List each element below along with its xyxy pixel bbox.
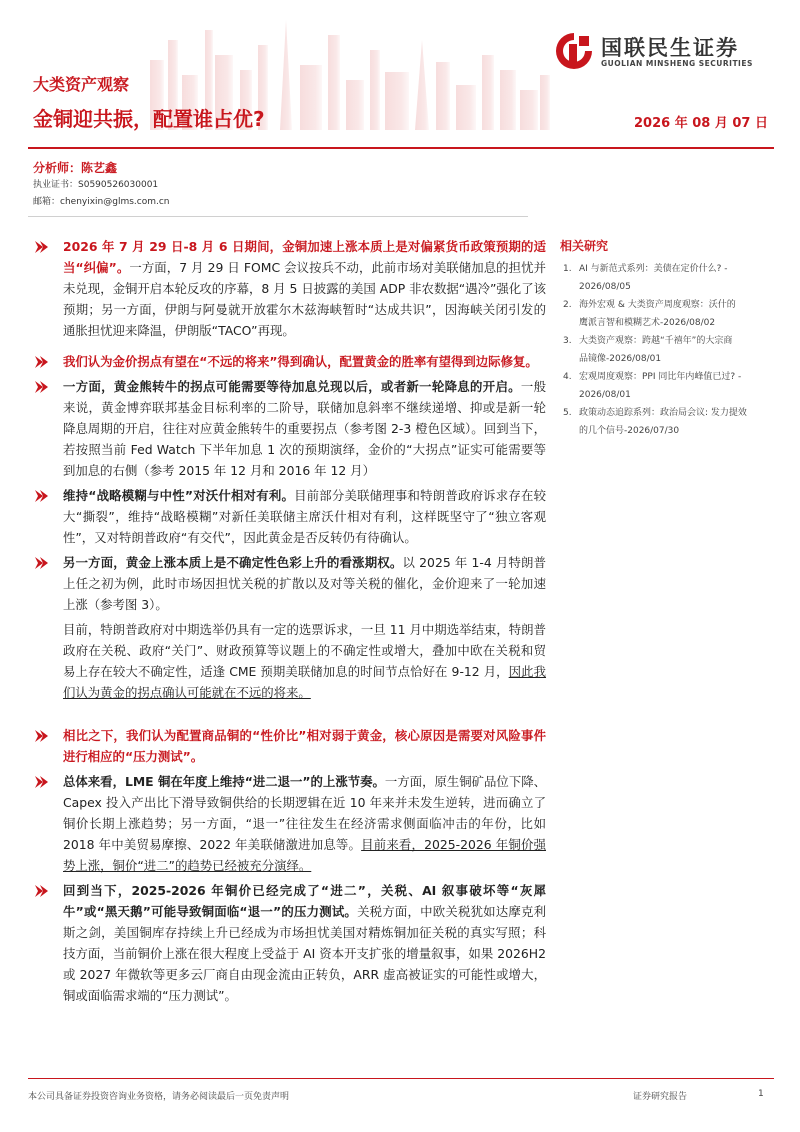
brand-name-en: GUOLIAN MINSHENG SECURITIES: [601, 59, 753, 68]
paragraph-5-text: 以 2025 年 1-4 月特朗普上任之初为例，此时市场因担忧关税的扩散以及对等关税的催化，金价迎来了一轮加速上涨（参考图 3）。: [63, 555, 546, 612]
related-research-sidebar: [560, 237, 770, 440]
related-research-item[interactable]: 2. 海外宏观 & 大类资产周度观察：沃什的 鹰派言智和模糊艺术-2026/08/02: [563, 300, 736, 328]
paragraph-8-conclusion: 目前来看，2025-2026 年铜价强势上涨，铜价“进二”的趋势已经被充分演绎。: [63, 837, 546, 873]
company-logo: [553, 30, 773, 76]
arrow-bullet-icon: [33, 381, 49, 393]
paragraph-7-lead: 相比之下，我们认为配置商品铜的“性价比”相对弱于黄金，核心原因是需要对风险事件进行相应的“压力测试”。: [63, 728, 546, 764]
related-research-list: [560, 260, 770, 440]
paragraph-3-lead: 一方面，黄金熊转牛的拐点可能需要等待加息兑现以后，或者新一轮降息的开启。: [63, 379, 521, 394]
paragraph-1-lead: 2026 年 7 月 29 日-8 月 6 日期间，金铜加速上涨本质上是对偏紧货币政策预期的适当“纠偏”。: [63, 239, 546, 275]
paragraph-2-lead: 我们认为金价拐点有望在“不远的将来”得到确认，配置黄金的胜率有望得到边际修复。: [63, 354, 538, 369]
paragraph-9-text: 关税方面，中欧关税犹如达摩克利斯之剑，美国铜库存持续上升已经成为市场担忧美国对精炼铜加征关税的真实写照；科技方面，当前铜价上涨在很大程度上受益于 AI 资本开支扩张的增量叙事，如果 2026H2 或 2027 年微软等更多云厂商自由现金流由正转负，ARR 虚高被证实的可能性或增大，铜或面临需求端的“压力测试”。: [63, 904, 547, 1003]
paragraph-1-text: 一方面，7 月 29 日 FOMC 会议按兵不动，此前市场对美联储加息的担忧并未兑现，金铜开启本轮反攻的序幕，8 月 5 日披露的美国 ADP 非农数据“遇冷”强化了该预期；另一方面，伊朗与阿曼就开放霍尔木兹海峡暂时“达成共识”，因海峡关闭引发的通胀担忧迎来降温，伊朗版“TACO”再现。: [63, 260, 546, 338]
paragraph-5-lead: 另一方面，黄金上涨本质上是不确定性色彩上升的看涨期权。: [63, 555, 403, 570]
analyst-cert: 执业证书：S0590526030001: [33, 180, 159, 190]
paragraph-8-text: 一方面，原生铜矿品位下降、Capex 投入产出比下滑导致铜供给的长期逻辑在近 10 年来并未发生逆转，进而确立了铜价长期上涨趋势；另一方面，“退一”往往发生在经济需求侧面临冲击的年份，比如 2018 年中美贸易摩擦、2022 年美联储激进加息等。: [63, 774, 546, 852]
arrow-bullet-icon: [33, 356, 49, 368]
title-divider: [28, 147, 774, 149]
analyst-email: 邮箱：chenyixin@glms.com.cn: [33, 197, 170, 207]
footer-report-type: 证券研究报告: [633, 1092, 688, 1102]
paragraph-1: [33, 236, 546, 341]
paragraph-4: [33, 485, 546, 548]
paragraph-4-lead: 维持“战略模糊与中性”对沃什相对有利。: [63, 488, 295, 503]
paragraph-3-text: 一般来说，黄金博弈联邦基金目标利率的二阶导，联储加息斜率不继续递增、抑或是新一轮降息周期的开启，往往对应黄金熊转牛的重要拐点（参考图 2-3 橙色区域）。回到当下，若按照当前 Fed Watch 下半年加息 1 次的预期演绎，金价的“大拐点”证实可能需要等到加息的右侧（参考 2015 年 12 月和 2016 年 12 月）: [63, 379, 547, 478]
footer-disclaimer: 本公司具备证券投资咨询业务资格，请务必阅读最后一页免责声明: [28, 1092, 290, 1102]
analyst-divider: [28, 216, 528, 217]
arrow-bullet-icon: [33, 730, 49, 742]
related-research-item[interactable]: 1. AI 与新范式系列：美债在定价什么? - 2026/08/05: [563, 264, 728, 292]
paragraph-9: [33, 880, 546, 1006]
page-number: 1: [758, 1089, 764, 1099]
related-research-title: 相关研究: [560, 239, 609, 253]
arrow-bullet-icon: [33, 885, 49, 897]
paragraph-3: [33, 376, 546, 481]
report-category: 大类资产观察: [33, 75, 130, 94]
paragraph-5: [33, 552, 546, 615]
arrow-bullet-icon: [33, 241, 49, 253]
brand-mark-icon: [553, 30, 595, 72]
paragraph-6-conclusion: 因此我们认为黄金的拐点确认可能就在不远的将来。: [63, 664, 547, 700]
arrow-bullet-icon: [33, 557, 49, 569]
report-date: 2026 年 08 月 07 日: [634, 116, 768, 131]
paragraph-6-text: 目前，特朗普政府对中期选举仍具有一定的选票诉求，一旦 11 月中期选举结束，特朗普政府在关税、政府“关门”、财政预算等议题上的不确定性或增大，叠加中欧在关税和贸易上存在较大不确定性，适逢 CME 预期美联储加息的时间节点恰好在 9-12 月，: [63, 622, 546, 679]
paragraph-7: [33, 725, 546, 767]
arrow-bullet-icon: [33, 490, 49, 502]
related-research-item[interactable]: 4. 宏观周度观察：PPI 同比年内峰值已过? - 2026/08/01: [563, 372, 742, 400]
paragraph-6: [33, 619, 546, 703]
footer-divider: [28, 1078, 774, 1079]
paragraph-2: [33, 351, 546, 372]
paragraph-9-lead: 回到当下，2025-2026 年铜价已经完成了“进二”，关税、AI 叙事破坏等“灰犀牛”或“黑天鹅”可能导致铜面临“退一”的压力测试。: [63, 883, 546, 919]
arrow-bullet-icon: [33, 776, 49, 788]
analyst-info: [33, 160, 170, 211]
related-research-item[interactable]: 5. 政策动态追踪系列：政治局会议: 发力提效 的几个信号-2026/07/30: [563, 408, 747, 436]
report-body: [33, 236, 546, 1010]
analyst-name: 分析师：陈艺鑫: [33, 161, 118, 175]
brand-name-cn: 国联民生证券: [601, 36, 739, 60]
paragraph-8-lead: 总体来看，LME 铜在年度上维持“进二退一”的上涨节奏。: [63, 774, 385, 789]
paragraph-8: [33, 771, 546, 876]
paragraph-4-text: 目前部分美联储理事和特朗普政府诉求存在较大“撕裂”，维持“战略模糊”对新任美联储主席沃什相对有利，这样既坚守了“独立客观性”，又对特朗普政府“有交代”，因此黄金是否反转仍有待确认。: [63, 488, 546, 545]
related-research-item[interactable]: 3. 大类资产观察：跨越“千禧年”的大宗商 品镜像-2026/08/01: [563, 336, 733, 364]
report-title: 金铜迎共振，配置谁占优?: [33, 107, 265, 131]
